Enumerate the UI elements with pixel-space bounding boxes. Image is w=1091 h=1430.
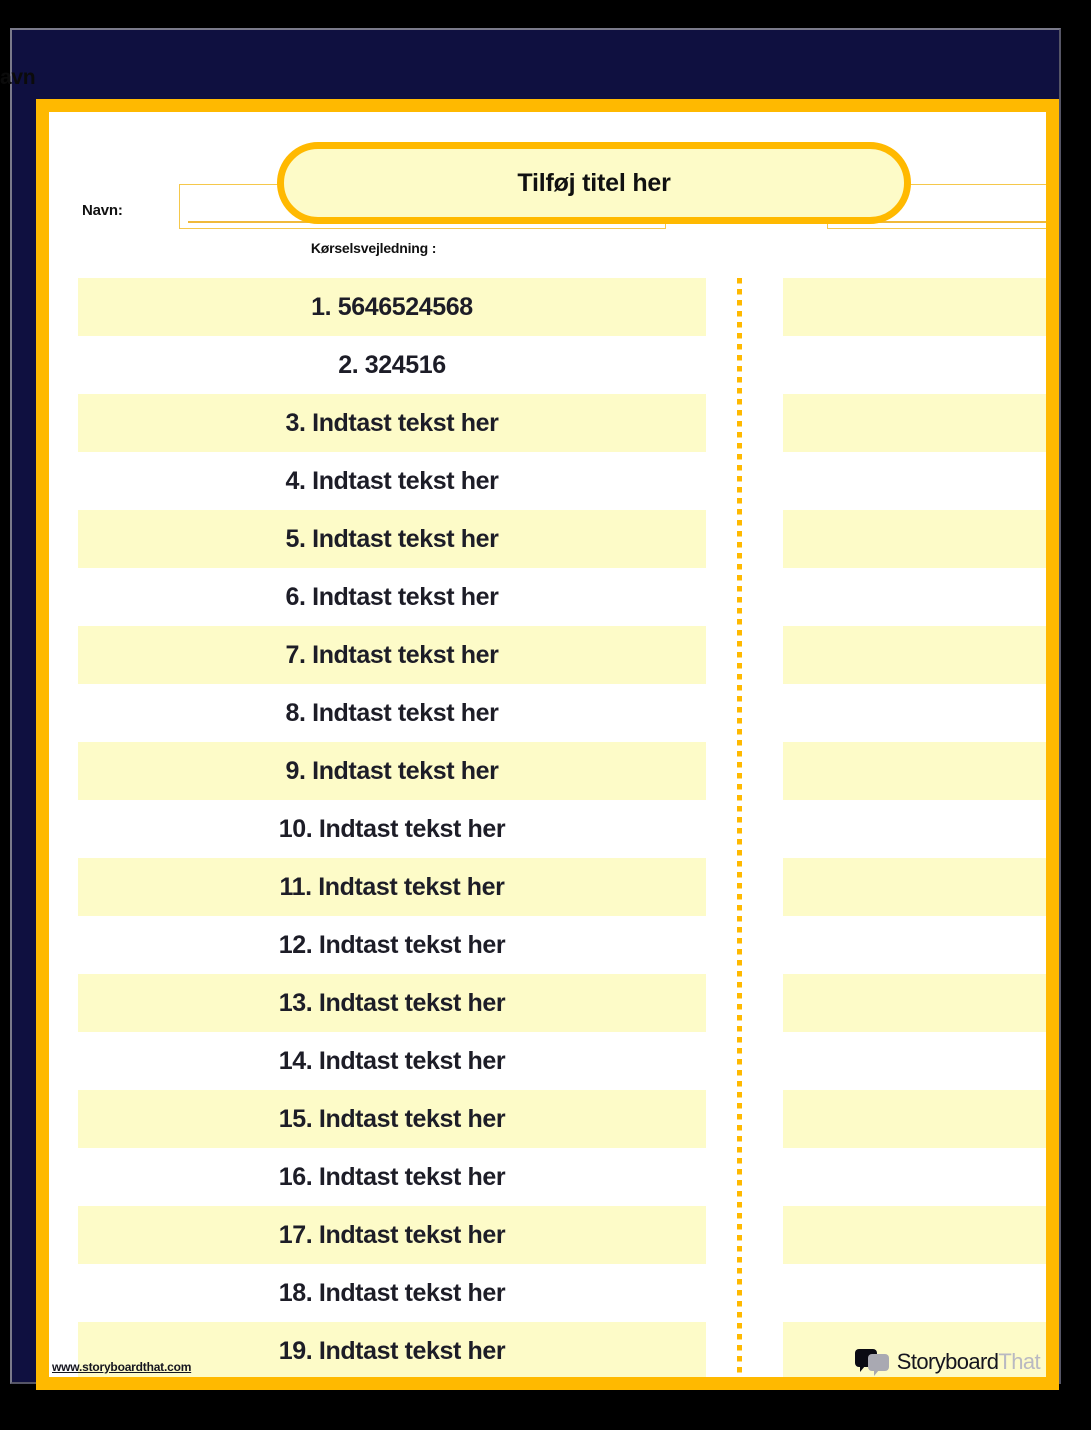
page-frame: [0, 28, 1061, 1384]
list-item[interactable]: [78, 452, 706, 510]
answer-slot[interactable]: [783, 858, 1046, 916]
list-item[interactable]: [78, 510, 706, 568]
list-item[interactable]: [78, 394, 706, 452]
answer-slot[interactable]: [783, 1090, 1046, 1148]
content-area: [49, 278, 1046, 1377]
page-title: Tilføj titel her: [517, 168, 671, 197]
worksheet-sheet: [49, 112, 1046, 1377]
answer-slot[interactable]: [783, 742, 1046, 800]
list-item-label: 14. Indtast tekst her: [278, 1046, 506, 1075]
answer-slot[interactable]: [783, 800, 1046, 858]
list-item-label: 1. 5646524568: [311, 292, 473, 321]
list-item-label: 2. 324516: [338, 350, 446, 379]
list-item[interactable]: [78, 800, 706, 858]
storyboardthat-logo[interactable]: [855, 1349, 1040, 1375]
answer-slot[interactable]: [783, 568, 1046, 626]
list-item-label: 12. Indtast tekst her: [278, 930, 506, 959]
list-item[interactable]: [78, 1264, 706, 1322]
list-item[interactable]: [78, 1206, 706, 1264]
list-item[interactable]: [78, 568, 706, 626]
logo-word-storyboard: Storyboard: [896, 1349, 999, 1374]
title-banner[interactable]: [277, 142, 911, 224]
answer-slot[interactable]: [783, 684, 1046, 742]
list-item-label: 16. Indtast tekst her: [278, 1162, 506, 1191]
list-item[interactable]: [78, 916, 706, 974]
name-label: Navn:: [82, 202, 123, 219]
answer-slot[interactable]: [783, 452, 1046, 510]
list-item[interactable]: [78, 1090, 706, 1148]
answer-slot[interactable]: [783, 1206, 1046, 1264]
list-item-label: 17. Indtast tekst her: [278, 1220, 506, 1249]
list-item[interactable]: [78, 278, 706, 336]
list-item-label: 15. Indtast tekst her: [278, 1104, 506, 1133]
list-item-label: 6. Indtast tekst her: [285, 582, 499, 611]
answer-slot[interactable]: [783, 510, 1046, 568]
answer-slot[interactable]: [783, 394, 1046, 452]
list-item-label: 13. Indtast tekst her: [278, 988, 506, 1017]
list-item[interactable]: [78, 626, 706, 684]
list-item-label: 10. Indtast tekst her: [278, 814, 506, 843]
list-item-label: 9. Indtast tekst her: [285, 756, 499, 785]
gold-border-ring: [36, 99, 1059, 1390]
answer-slot[interactable]: [783, 1148, 1046, 1206]
answer-slot[interactable]: [783, 974, 1046, 1032]
list-item[interactable]: [78, 974, 706, 1032]
directions-label: Kørselsvejledning :: [310, 240, 437, 256]
list-item-label: 18. Indtast tekst her: [278, 1278, 506, 1307]
list-item-label: 3. Indtast tekst her: [285, 408, 499, 437]
list-item[interactable]: [78, 858, 706, 916]
list-item[interactable]: [78, 336, 706, 394]
answer-slot[interactable]: [783, 1264, 1046, 1322]
dotted-divider: [737, 278, 742, 1377]
list-item[interactable]: [78, 742, 706, 800]
list-item[interactable]: [78, 684, 706, 742]
list-item-label: 5. Indtast tekst her: [285, 524, 499, 553]
answer-slot[interactable]: [783, 336, 1046, 394]
logo-word-that: That: [998, 1349, 1040, 1374]
list-item[interactable]: [78, 1148, 706, 1206]
clipped-overflow-text: avn: [0, 66, 36, 89]
list-item[interactable]: [78, 1032, 706, 1090]
speech-bubbles-icon: [855, 1349, 890, 1375]
numbered-list: [78, 278, 706, 1377]
answer-slot[interactable]: [783, 916, 1046, 974]
list-item-label: 11. Indtast tekst her: [279, 872, 505, 901]
site-url-link[interactable]: www.storyboardthat.com: [52, 1360, 192, 1374]
list-item-label: 8. Indtast tekst her: [285, 698, 499, 727]
list-item-label: 19. Indtast tekst her: [278, 1336, 506, 1365]
answer-column: [783, 278, 1046, 1377]
answer-slot[interactable]: [783, 626, 1046, 684]
answer-slot[interactable]: [783, 278, 1046, 336]
logo-text: [897, 1349, 1040, 1375]
answer-slot[interactable]: [783, 1032, 1046, 1090]
list-item-label: 4. Indtast tekst her: [285, 466, 499, 495]
list-item-label: 7. Indtast tekst her: [285, 640, 499, 669]
